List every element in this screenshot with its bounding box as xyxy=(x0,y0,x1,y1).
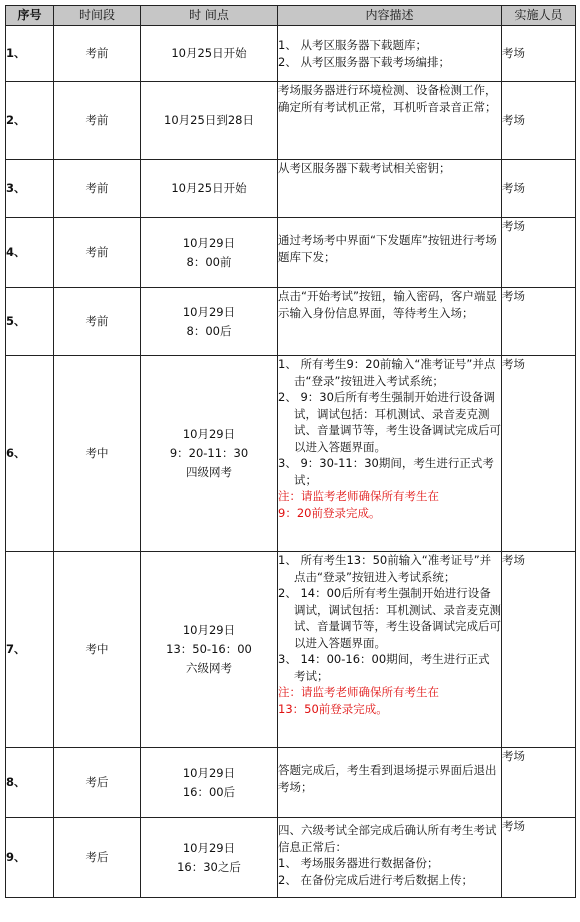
row-description xyxy=(278,160,502,218)
row-period: 考中 xyxy=(54,552,141,748)
row-time xyxy=(141,748,278,818)
time-line: 10月29日 xyxy=(182,840,236,855)
description-item: 3、 9：30-11：30期间，考生进行正式考试； xyxy=(278,456,494,487)
row-time xyxy=(141,552,278,748)
row-time xyxy=(141,82,278,160)
row-number: 8、 xyxy=(6,748,54,818)
header-description: 内容描述 xyxy=(278,6,502,26)
description-item: 1、 考场服务器进行数据备份； xyxy=(278,856,439,870)
row-time xyxy=(141,356,278,552)
description-item: 1、 所有考生9：20前输入“准考证号”并点击“登录”按钮进入考试系统； xyxy=(278,357,496,388)
table-row xyxy=(6,160,576,218)
row-number: 9、 xyxy=(6,818,54,898)
row-number: 4、 xyxy=(6,218,54,288)
row-time xyxy=(141,26,278,82)
table-row xyxy=(6,26,576,82)
row-staff: 考场 xyxy=(502,818,576,898)
row-staff: 考场 xyxy=(502,82,576,160)
time-line: 六级网考 xyxy=(186,661,232,675)
warning-note: 注：请监考老师确保所有考生在 xyxy=(278,685,439,699)
description-text: 通过考场考中界面“下发题库”按钮进行考场题库下发； xyxy=(278,233,497,264)
row-staff: 考场 xyxy=(502,26,576,82)
time-line: 9：20-11：30 xyxy=(169,446,249,460)
exam-schedule-table xyxy=(5,5,576,898)
time-line: 13：50-16：00 xyxy=(166,642,252,656)
row-time xyxy=(141,818,278,898)
description-text: 从考区服务器下载考试相关密钥； xyxy=(278,161,451,175)
row-number: 3、 xyxy=(6,160,54,218)
description-text: 考场服务器进行环境检测、设备检测工作，确定所有考试机正常，耳机听音录音正常； xyxy=(278,83,497,114)
description-item: 2、 从考区服务器下载考场编排； xyxy=(278,54,450,69)
time-line: 10月25日到28日 xyxy=(164,113,254,127)
row-period: 考前 xyxy=(54,160,141,218)
header-staff: 实施人员 xyxy=(502,6,576,26)
warning-note: 9：20前登录完成。 xyxy=(278,505,381,520)
row-number: 5、 xyxy=(6,288,54,356)
header-row xyxy=(6,6,576,26)
description-item: 2、 在备份完成后进行考后数据上传； xyxy=(278,872,473,887)
row-staff: 考场 xyxy=(502,552,576,748)
warning-note: 13：50前登录完成。 xyxy=(278,701,388,716)
table-row xyxy=(6,82,576,160)
row-description xyxy=(278,82,502,160)
header-time: 时 间点 xyxy=(141,6,278,26)
row-staff: 考场 xyxy=(502,218,576,288)
row-staff: 考场 xyxy=(502,160,576,218)
description-item: 1、 从考区服务器下载题库； xyxy=(278,38,427,52)
row-period: 考前 xyxy=(54,288,141,356)
time-line: 10月25日开始 xyxy=(171,46,247,60)
row-description xyxy=(278,356,502,552)
row-staff: 考场 xyxy=(502,288,576,356)
table-row xyxy=(6,748,576,818)
row-number: 1、 xyxy=(6,26,54,82)
row-description xyxy=(278,818,502,898)
row-period: 考前 xyxy=(54,26,141,82)
description-item: 3、 14：00-16：00期间，考生进行正式考试； xyxy=(278,652,490,683)
description-item: 2、 9：30后所有考生强制开始进行设备调试，调试包括：耳机测试、录音麦克测试、音量调节等，考生设备调试完成后可以进入答题界面。 xyxy=(278,390,501,454)
warning-note: 注：请监考老师确保所有考生在 xyxy=(278,489,439,503)
time-line: 16：00后 xyxy=(182,784,236,799)
time-line: 16：30之后 xyxy=(177,859,241,874)
table-row xyxy=(6,552,576,748)
row-time xyxy=(141,218,278,288)
table-row xyxy=(6,818,576,898)
description-text: 答题完成后，考生看到退场提示界面后退出考场； xyxy=(278,763,497,794)
time-line: 8：00后 xyxy=(186,323,232,338)
row-period: 考中 xyxy=(54,356,141,552)
time-line: 10月29日 xyxy=(182,427,236,441)
row-description xyxy=(278,26,502,82)
row-time xyxy=(141,288,278,356)
row-staff: 考场 xyxy=(502,356,576,552)
table-row xyxy=(6,356,576,552)
row-description xyxy=(278,552,502,748)
row-number: 7、 xyxy=(6,552,54,748)
row-period: 考前 xyxy=(54,82,141,160)
time-line: 10月25日开始 xyxy=(171,181,247,195)
time-line: 10月29日 xyxy=(182,304,236,319)
time-line: 10月29日 xyxy=(182,235,236,250)
header-no: 序号 xyxy=(6,6,54,26)
table-row xyxy=(6,218,576,288)
description-text: 点击“开始考试”按钮，输入密码，客户端显示输入身份信息界面，等待考生入场； xyxy=(278,289,497,320)
row-time xyxy=(141,160,278,218)
time-line: 8：00前 xyxy=(186,254,232,269)
header-period: 时间段 xyxy=(54,6,141,26)
time-line: 四级网考 xyxy=(186,465,232,479)
row-number: 2、 xyxy=(6,82,54,160)
row-description xyxy=(278,288,502,356)
description-item: 2、 14：00后所有考生强制开始进行设备调试，调试包括：耳机测试、录音麦克测试、音量调节等，考生设备调试完成后可以进入答题界面。 xyxy=(278,586,501,650)
time-line: 10月29日 xyxy=(182,623,236,637)
time-line: 10月29日 xyxy=(182,765,236,780)
description-text: 四、六级考试全部完成后确认所有考生考试信息正常后： xyxy=(278,823,497,854)
row-period: 考后 xyxy=(54,748,141,818)
row-description xyxy=(278,218,502,288)
row-period: 考后 xyxy=(54,818,141,898)
row-number: 6、 xyxy=(6,356,54,552)
table-row xyxy=(6,288,576,356)
row-staff: 考场 xyxy=(502,748,576,818)
row-period: 考前 xyxy=(54,218,141,288)
description-item: 1、 所有考生13：50前输入“准考证号”并点击“登录”按钮进入考试系统； xyxy=(278,553,492,584)
row-description xyxy=(278,748,502,818)
